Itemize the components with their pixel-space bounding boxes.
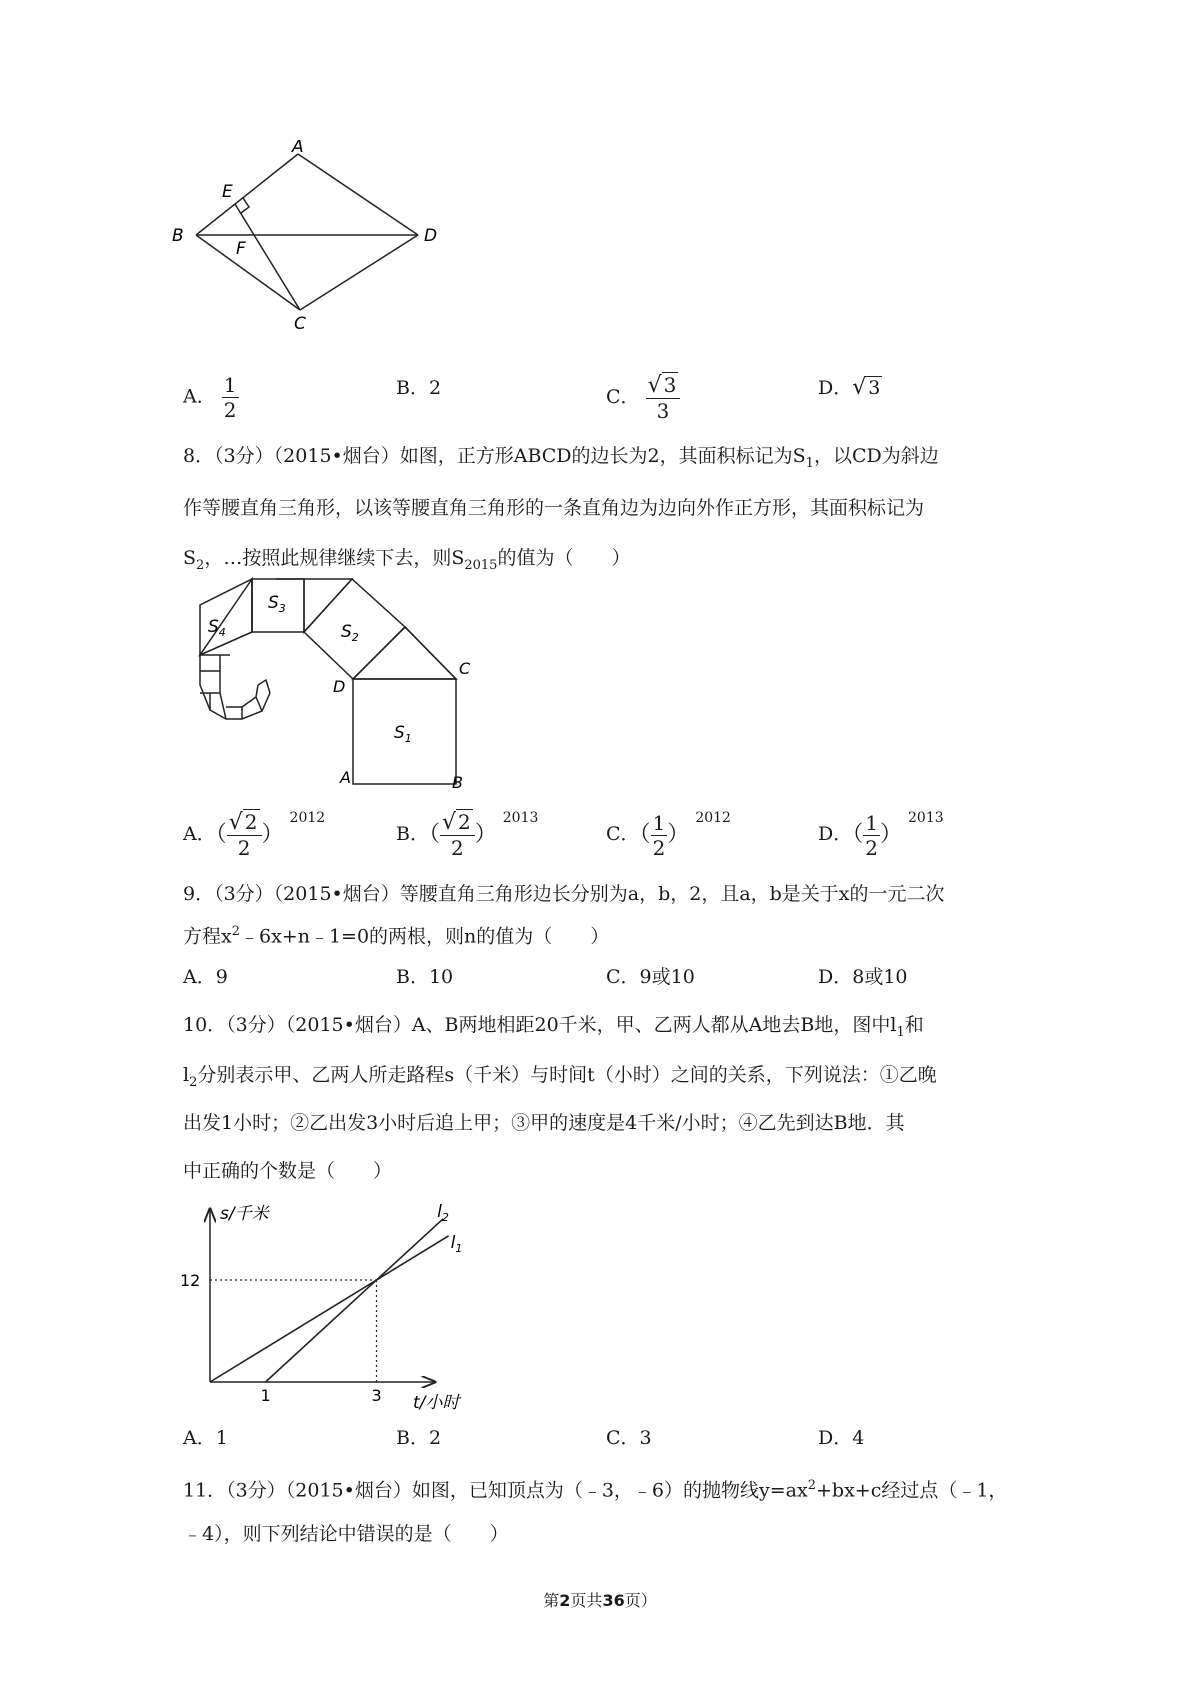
page-total: 36 bbox=[602, 1591, 625, 1610]
y-axis-label: s/千米 bbox=[220, 1204, 269, 1224]
square-label-s3: $S_3$ bbox=[268, 593, 286, 615]
fraction: $\frac{1}{2}$ bbox=[223, 373, 237, 422]
q10-option-b[interactable]: B．2 bbox=[396, 1427, 442, 1449]
q10-option-a[interactable]: A．1 bbox=[183, 1427, 228, 1449]
q8-option-a[interactable]: A．（ $\frac{√ 2}{2}$ ）$^{2012}$ bbox=[183, 810, 326, 860]
q8-line-1: 8．（3分）（2015•烟台）如图，正方形ABCD的边长为2，其面积标记为$S_1$，以CD为斜边 bbox=[183, 445, 939, 471]
fraction: $\frac{√ 2}{2}$ bbox=[227, 811, 262, 859]
q8-line-3: $S_2$，…按照此规律继续下去，则$S_{2015}$的值为（ ） bbox=[183, 547, 631, 573]
fraction: $\frac{√ 2}{2}$ bbox=[440, 811, 475, 859]
square-label-s1: $S_1$ bbox=[394, 723, 412, 745]
q8-option-b[interactable]: B．（ $\frac{√ 2}{2}$ ）$^{2013}$ bbox=[396, 810, 539, 860]
x-axis-label: t/小时 bbox=[413, 1393, 460, 1413]
q11-line-1: 11．（3分）（2015•烟台）如图，已知顶点为（﹣3，﹣6）的抛物线$y=ax^2+bx+c$经过点（﹣1， bbox=[183, 1478, 1008, 1502]
q7-option-a[interactable]: A． $\frac{1}{2}$ bbox=[183, 373, 237, 422]
fraction: $\frac{1}{2}$ bbox=[652, 810, 666, 860]
q10-line-4: 中正确的个数是（ ） bbox=[183, 1160, 393, 1182]
page-footer: 第2页共36页） bbox=[543, 1591, 657, 1610]
squares-spiral-figure bbox=[180, 575, 490, 790]
q10-line-2: $l_2$分别表示甲、乙两人所走路程s（千米）与时间t（小时）之间的关系，下列说法：①乙晚 bbox=[183, 1064, 937, 1090]
square-label-s4: $S_4$ bbox=[208, 617, 226, 639]
q8-option-d[interactable]: D．（ $\frac{1}{2}$ ）$^{2013}$ bbox=[818, 810, 944, 860]
label-f: F bbox=[236, 239, 246, 259]
vertex-label-d: D bbox=[333, 677, 346, 696]
q9-line-2: 方程$x^2﹣6x+n﹣1=0$的两根，则n的值为（ ） bbox=[183, 924, 610, 948]
sqrt: √ 3 bbox=[852, 375, 881, 400]
vertex-label-a: A bbox=[340, 768, 351, 787]
q9-option-d[interactable]: D．8或10 bbox=[818, 966, 908, 988]
series-l1-label: $l_1$ bbox=[450, 1232, 463, 1255]
vertex-label-c: C bbox=[459, 659, 471, 678]
page-number: 2 bbox=[559, 1591, 571, 1610]
x-tick-3: 3 bbox=[371, 1386, 382, 1405]
q8-option-c[interactable]: C．（ $\frac{1}{2}$ ）$^{2012}$ bbox=[606, 810, 731, 860]
label-e: E bbox=[222, 182, 233, 202]
q7-option-b[interactable]: B．2 bbox=[396, 377, 442, 399]
q8-line-2: 作等腰直角三角形，以该等腰直角三角形的一条直角边为边向外作正方形，其面积标记为 bbox=[183, 497, 925, 519]
q10-option-d[interactable]: D．4 bbox=[818, 1427, 865, 1449]
q10-option-c[interactable]: C．3 bbox=[606, 1427, 652, 1449]
fraction: $\frac{1}{2}$ bbox=[865, 810, 878, 860]
y-tick-12: 12 bbox=[180, 1271, 201, 1290]
q9-option-b[interactable]: B．10 bbox=[396, 966, 454, 988]
vertex-label-b: B bbox=[452, 773, 463, 790]
rhombus-figure bbox=[170, 140, 470, 340]
q9-line-1: 9．（3分）（2015•烟台）等腰直角三角形边长分别为a，b，2，且a，b是关于x的一元二次 bbox=[183, 883, 945, 905]
distance-time-chart bbox=[180, 1195, 480, 1420]
label-a: A bbox=[292, 140, 304, 157]
label-b: B bbox=[172, 226, 184, 246]
q10-line-1: 10．（3分）（2015•烟台）A、B两地相距20千米，甲、乙两人都从A地去B地，图中$l_1$和 bbox=[183, 1014, 924, 1040]
q7-option-c[interactable]: C． $\frac{√ 3}{3}$ bbox=[606, 374, 680, 422]
x-tick-1: 1 bbox=[260, 1386, 271, 1405]
label-c: C bbox=[294, 314, 306, 334]
series-l2-label: $l_2$ bbox=[437, 1201, 449, 1224]
label-d: D bbox=[424, 226, 438, 246]
q9-option-c[interactable]: C．9或10 bbox=[606, 966, 695, 988]
q11-line-2: ﹣4），则下列结论中错误的是（ ） bbox=[183, 1523, 509, 1545]
q7-option-d[interactable]: D．√ 3 bbox=[818, 375, 881, 400]
q9-option-a[interactable]: A．9 bbox=[183, 966, 228, 988]
series-l2-line bbox=[266, 1219, 444, 1382]
square-label-s2: $S_2$ bbox=[341, 622, 359, 644]
series-l1-line bbox=[210, 1236, 449, 1382]
fraction: $\frac{√ 3}{3}$ bbox=[646, 374, 681, 422]
q10-line-3: 出发1小时；②乙出发3小时后追上甲；③甲的速度是4千米/小时；④乙先到达B地．其 bbox=[183, 1112, 905, 1134]
